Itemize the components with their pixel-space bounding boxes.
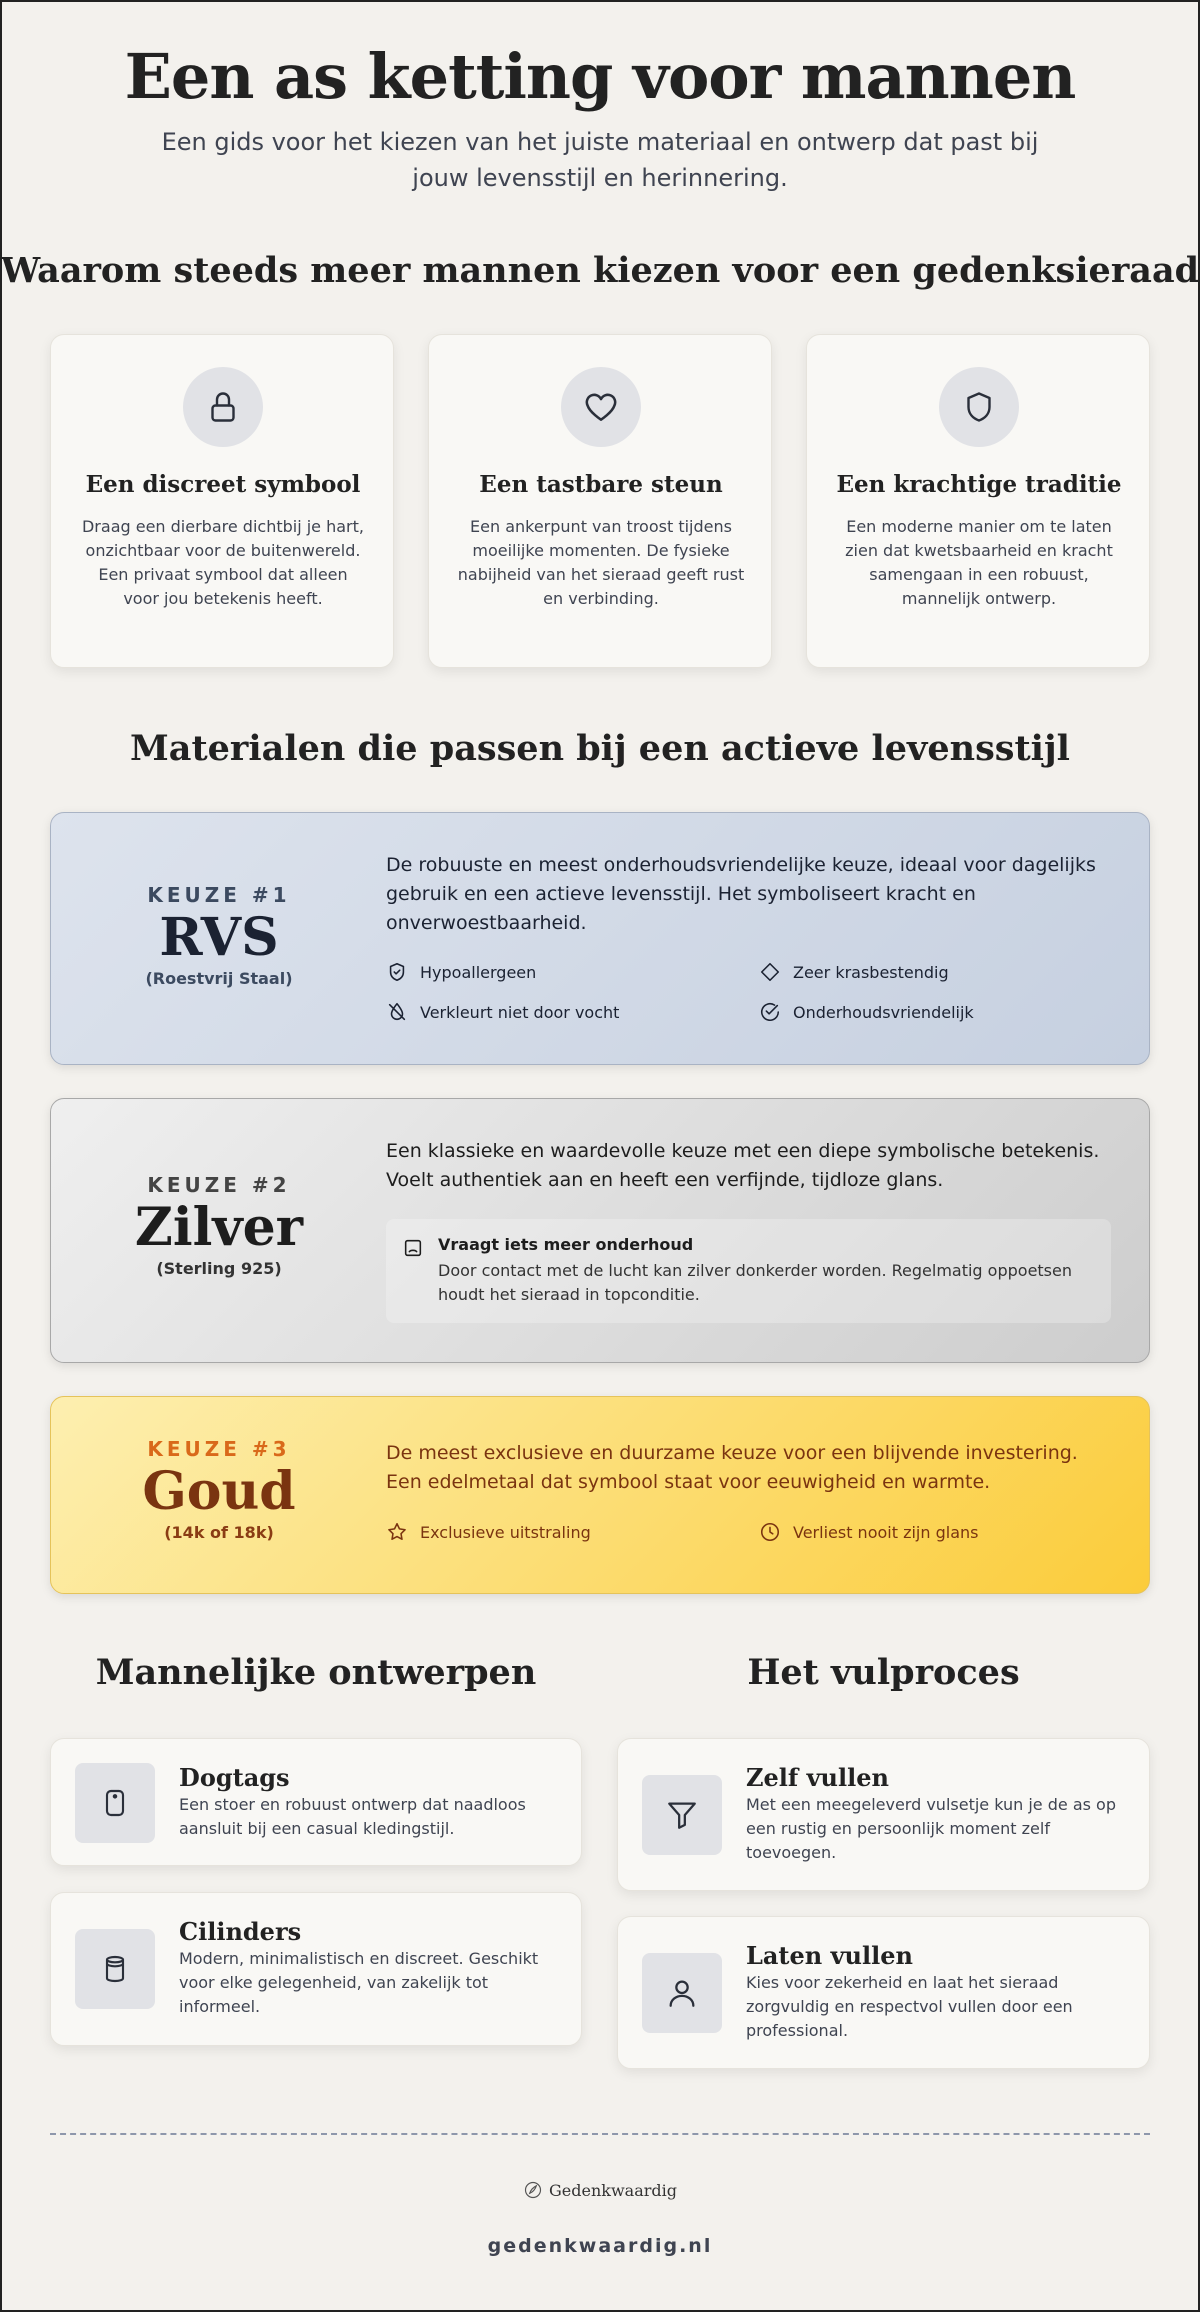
reason-title: Een krachtige traditie xyxy=(836,471,1122,498)
material-subtitle: (Sterling 925) xyxy=(156,1259,282,1278)
heart-icon xyxy=(561,367,641,447)
check-circle-icon xyxy=(759,1001,781,1023)
reason-text: Een ankerpunt van troost tijdens moeilijke momenten. De fysieke nabijheid van het sieraad geeft rust en verbinding. xyxy=(457,517,745,608)
feature-label: Verliest nooit zijn glans xyxy=(793,1522,979,1542)
polish-icon xyxy=(402,1237,424,1259)
material-card-goud xyxy=(50,1396,1150,1594)
reason-title: Een discreet symbool xyxy=(85,471,361,498)
shield-check-icon xyxy=(386,961,408,983)
material-description: De robuuste en meest onderhoudsvriendelijke keuze, ideaal voor dagelijks gebruik en een actieve levensstijl. Het symboliseert kracht en onverwoestbaarheid. xyxy=(386,854,1096,934)
diamond-icon xyxy=(759,961,781,983)
star-icon xyxy=(386,1521,408,1543)
filling-card-laten xyxy=(617,1916,1150,2069)
material-label-block xyxy=(51,883,387,988)
person-icon xyxy=(642,1953,722,2033)
footer-logo[interactable] xyxy=(0,2180,1200,2200)
feature-item xyxy=(759,1001,974,1023)
dogtag-icon xyxy=(75,1763,155,1843)
material-kicker: KEUZE #1 xyxy=(147,883,291,907)
feature-item xyxy=(386,961,536,983)
reason-card-steun xyxy=(428,334,772,668)
reasons-section-title: Waarom steeds meer mannen kiezen voor een gedenksieraad xyxy=(0,250,1200,291)
material-kicker: KEUZE #3 xyxy=(147,1437,291,1461)
designs-section-title: Mannelijke ontwerpen xyxy=(95,1652,537,1693)
feature-label: Hypoallergeen xyxy=(420,962,537,982)
note-title: Vraagt iets meer onderhoud xyxy=(438,1235,694,1254)
info-text: Modern, minimalistisch en discreet. Geschikt voor elke gelegenheid, van zakelijk tot informeel. xyxy=(179,1949,539,2016)
info-title: Laten vullen xyxy=(746,1941,913,1970)
reason-title: Een tastbare steun xyxy=(479,471,723,498)
feature-item xyxy=(386,1001,619,1023)
reason-card-traditie xyxy=(806,334,1150,668)
clock-icon xyxy=(759,1521,781,1543)
material-name: Zilver xyxy=(134,1197,304,1258)
feature-item xyxy=(386,1521,591,1543)
material-label-block xyxy=(51,1173,387,1278)
design-card-dogtags xyxy=(50,1738,582,1866)
feature-label: Verkleurt niet door vocht xyxy=(420,1002,620,1022)
reason-text: Draag een dierbare dichtbij je hart, onzichtbaar voor de buitenwereld. Een privaat symbool dat alleen voor jou betekenis heeft. xyxy=(81,517,364,608)
funnel-icon xyxy=(642,1775,722,1855)
page-title: Een as ketting voor mannen xyxy=(124,40,1076,113)
material-name: Goud xyxy=(142,1461,296,1522)
material-card-zilver xyxy=(50,1098,1150,1363)
material-subtitle: (Roestvrij Staal) xyxy=(145,969,293,988)
note-text: Door contact met de lucht kan zilver donkerder worden. Regelmatig oppoetsen houdt het sieraad in topconditie. xyxy=(438,1261,1072,1304)
page-subtitle: Een gids voor het kiezen van het juiste materiaal en ontwerp dat past bij jouw levensstijl en herinnering. xyxy=(161,128,1039,192)
material-kicker: KEUZE #2 xyxy=(147,1173,291,1197)
cylinder-icon xyxy=(75,1929,155,2009)
feature-label: Exclusieve uitstraling xyxy=(420,1522,591,1542)
feature-label: Onderhoudsvriendelijk xyxy=(793,1002,974,1022)
footer-url[interactable]: gedenkwaardig.nl xyxy=(487,2235,713,2257)
info-text: Een stoer en robuust ontwerp dat naadloos aansluit bij een casual kledingstijl. xyxy=(179,1795,526,1838)
shield-icon xyxy=(939,367,1019,447)
material-label-block xyxy=(51,1437,387,1542)
maintenance-note xyxy=(386,1219,1111,1323)
info-title: Zelf vullen xyxy=(746,1763,889,1792)
feature-label: Zeer krasbestendig xyxy=(793,962,949,982)
brand-logo-icon xyxy=(523,2180,543,2200)
filling-card-zelf xyxy=(617,1738,1150,1891)
info-text: Kies voor zekerheid en laat het sieraad zorgvuldig en respectvol vullen door een professional. xyxy=(746,1973,1073,2040)
info-title: Dogtags xyxy=(179,1763,290,1792)
design-card-cilinders xyxy=(50,1892,582,2046)
materials-section-title: Materialen die passen bij een actieve levensstijl xyxy=(130,728,1070,769)
feature-item xyxy=(759,1521,978,1543)
material-description: Een klassieke en waardevolle keuze met een diepe symbolische betekenis. Voelt authentiek aan en heeft een verfijnde, tijdloze glans. xyxy=(386,1140,1100,1191)
material-description: De meest exclusieve en duurzame keuze voor een blijvende investering. Een edelmetaal dat symbool staat voor eeuwigheid en warmte. xyxy=(386,1442,1078,1493)
lock-icon xyxy=(183,367,263,447)
feature-item xyxy=(759,961,949,983)
reason-text: Een moderne manier om te laten zien dat kwetsbaarheid en kracht samengaan in een robuust, mannelijk ontwerp. xyxy=(845,517,1113,608)
reason-card-discreet xyxy=(50,334,394,668)
info-title: Cilinders xyxy=(179,1917,302,1946)
material-name: RVS xyxy=(159,907,279,968)
footer-divider xyxy=(50,2133,1150,2135)
droplet-off-icon xyxy=(386,1001,408,1023)
material-subtitle: (14k of 18k) xyxy=(164,1523,274,1542)
material-card-rvs xyxy=(50,812,1150,1065)
brand-name: Gedenkwaardig xyxy=(549,2180,677,2200)
filling-section-title: Het vulproces xyxy=(747,1652,1020,1693)
info-text: Met een meegeleverd vulsetje kun je de as op een rustig en persoonlijk moment zelf toevoegen. xyxy=(746,1795,1116,1862)
